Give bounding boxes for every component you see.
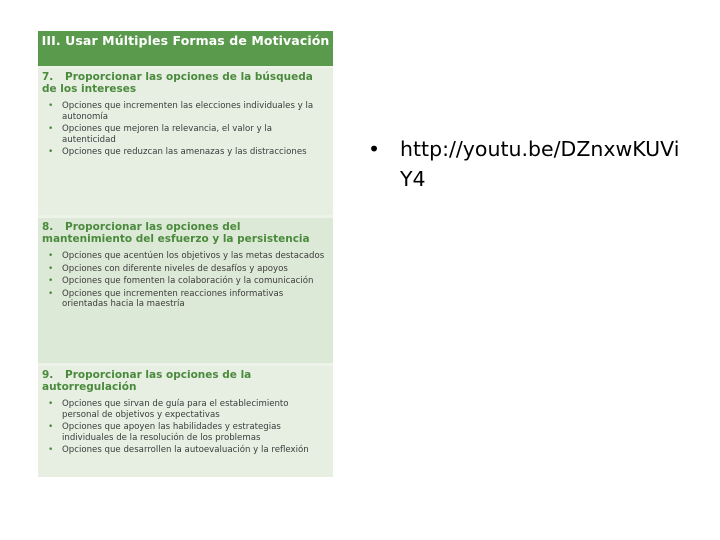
video-link[interactable]: http://youtu.be/DZnxwKUViY4	[400, 137, 680, 191]
bullet-icon: •	[48, 124, 54, 134]
section-title	[42, 222, 327, 245]
list-item: • Opciones que reduzcan las amenazas y las distracciones	[48, 147, 307, 157]
bullet-icon: •	[48, 147, 54, 157]
section-title	[42, 370, 327, 393]
section-8	[38, 218, 333, 363]
section-items	[42, 399, 327, 456]
section-9	[38, 366, 333, 477]
section-items	[42, 251, 327, 310]
bullet-icon: •	[48, 288, 54, 299]
list-item: • Opciones que incrementen reacciones informativas orientadas hacia la maestría	[48, 288, 284, 309]
section-number: 7.	[42, 71, 54, 83]
section-title-text: Proporcionar las opciones del mantenimiento del esfuerzo y la persistencia	[42, 221, 310, 245]
list-item: • Opciones que mejoren la relevancia, el valor y la autenticidad	[48, 124, 273, 145]
list-item: • Opciones que incrementen las elecciones individuales y la autonomía	[48, 101, 314, 122]
section-items	[42, 101, 327, 158]
list-item: • Opciones que sirvan de guía para el establecimiento personal de objetivos y expectativas	[48, 399, 289, 420]
section-title	[42, 72, 327, 95]
section-7	[38, 68, 333, 215]
section-number: 9.	[42, 369, 54, 381]
bullet-icon: •	[48, 276, 54, 286]
video-link-bullet	[368, 134, 688, 194]
section-number: 8.	[42, 221, 54, 233]
bullet-icon: •	[48, 251, 54, 261]
section-title-text: Proporcionar las opciones de la autorregulación	[42, 369, 252, 393]
bullet-icon: •	[48, 101, 54, 111]
list-item: • Opciones que acentúen los objetivos y las metas destacados	[48, 251, 325, 261]
list-item: • Opciones con diferente niveles de desafíos y apoyos	[48, 263, 288, 274]
list-item: • Opciones que fomenten la colaboración y la comunicación	[48, 276, 314, 286]
motivation-panel	[38, 31, 333, 477]
list-item: • Opciones que apoyen las habilidades y estrategias individuales de la resolución de los problemas	[48, 422, 281, 443]
bullet-icon: •	[48, 263, 54, 274]
panel-header: III. Usar Múltiples Formas de Motivación	[38, 31, 333, 66]
bullet-icon: •	[48, 422, 54, 432]
bullet-icon: •	[368, 137, 381, 161]
bullet-icon: •	[48, 399, 54, 409]
section-title-text: Proporcionar las opciones de la búsqueda de los intereses	[42, 71, 313, 95]
bullet-icon: •	[48, 445, 54, 455]
list-item: • Opciones que desarrollen la autoevaluación y la reflexión	[48, 445, 309, 455]
